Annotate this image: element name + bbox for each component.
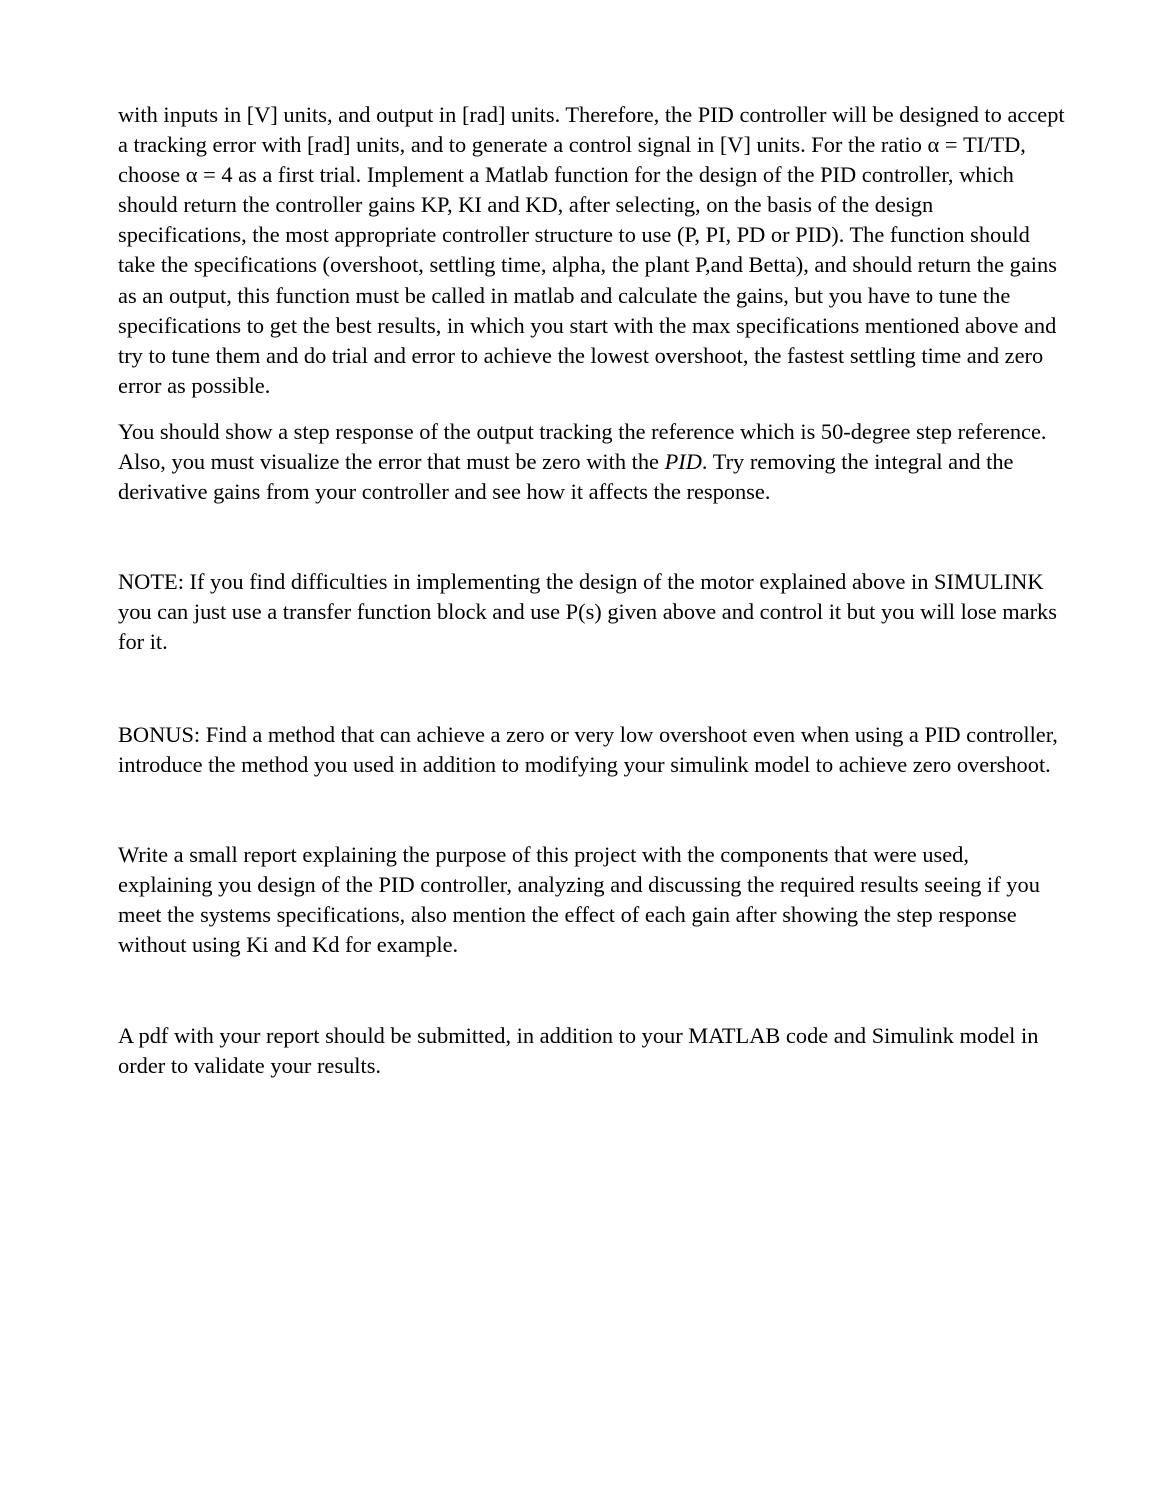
paragraph-pid-design: with inputs in [V] units, and output in [rad] units. Therefore, the PID controller will be designed to accept a tracking error with [rad] units, and to generate a control signal in [V] units. For the ratio α = TI/TD, choose α = 4 as a first trial. Implement a Matlab function for the design of the PID controller, which should return the controller gains KP, KI and KD, after selecting, on the basis of the design specifications, the most appropriate controller structure to use (P, PI, PD or PID). The function should take the specifications (overshoot, settling time, alpha, the plant P,and Betta), and should return the gains as an output, this function must be called in matlab and calculate the gains, but you have to tune the specifications to get the best results, in which you start with the max specifications mentioned above and try to tune them and do trial and error to achieve the lowest overshoot, the fastest settling time and zero error as possible.: [118, 102, 1065, 398]
paragraph-step-response: [118, 417, 1066, 507]
paragraph-submission: A pdf with your report should be submitted, in addition to your MATLAB code and Simulink model in order to validate your results.: [118, 1023, 1039, 1079]
document-page: [118, 100, 1066, 1081]
paragraph-bonus: BONUS: Find a method that can achieve a zero or very low overshoot even when using a PID controller, introduce the method you used in addition to modifying your simulink model to achieve zero overshoot.: [118, 721, 1058, 777]
paragraph-report: Write a small report explaining the purpose of this project with the components that were used, explaining you design of the PID controller, analyzing and discussing the required results seeing if you meet the systems specifications, also mention the effect of each gain after showing the step response without using Ki and Kd for example.: [118, 841, 1040, 957]
pid-italic-term: PID: [664, 449, 702, 475]
paragraph-note: NOTE: If you find difficulties in implementing the design of the motor explained above in SIMULINK you can just use a transfer function block and use P(s) given above and control it but you will lose marks for it.: [118, 569, 1057, 655]
paragraph-step-response-text-1: You should show a step response of the output tracking the reference which is 50-degree step reference. Also, you must visualize the error that must be zero with the: [118, 418, 1047, 475]
paragraph-step-response-text-2: . Try removing the integral and the derivative gains from your controller and see how it affects the response.: [118, 449, 1014, 505]
